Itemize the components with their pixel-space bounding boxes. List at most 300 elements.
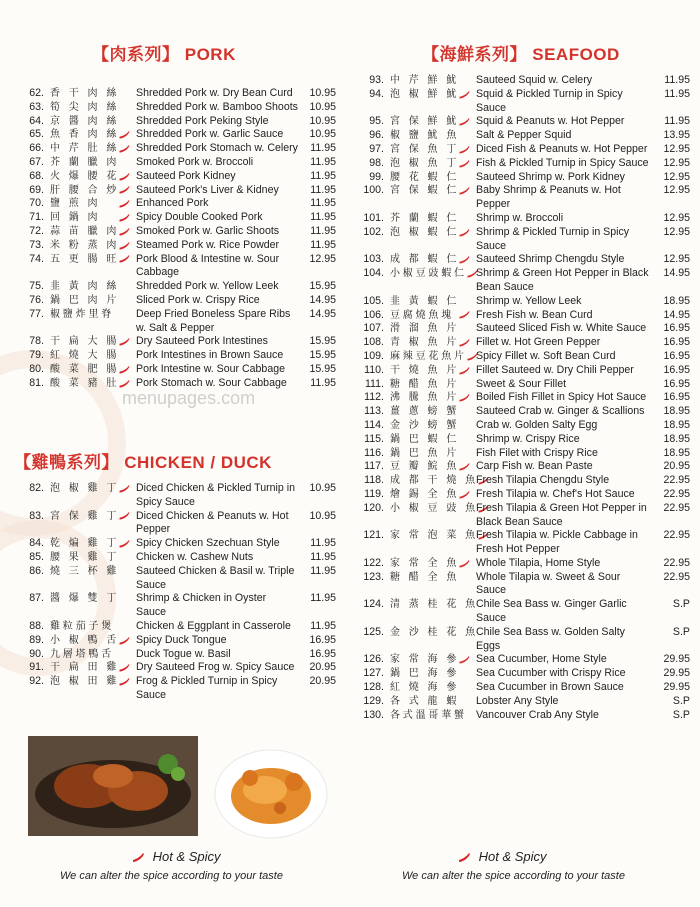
menu-item [14,482,336,510]
item-chinese-text: 韭 黃 肉 絲 [50,281,120,293]
item-english-name: Fresh Tilapia Chengdu Style [476,474,610,487]
item-number: 88. [29,619,44,632]
menu-item [354,336,690,350]
item-english-name: Spicy Double Cooked Pork [136,211,263,224]
item-english-name: Enhanced Pork [136,197,209,210]
item-chinese-name [50,592,130,606]
item-number: 127. [363,667,384,680]
item-chinese-name [390,447,470,461]
item-english-name: Fish Filet with Crispy Rice [476,446,598,459]
item-chinese-text: 肝 腰 合 炒 [50,184,120,196]
menu-item [354,419,690,433]
menu-item [354,598,690,626]
food-photo-crab [210,738,332,843]
item-chinese-text: 家 常 海 參 [390,654,460,666]
chili-pepper-icon [459,339,470,347]
item-number: 109. [363,349,384,362]
heading-english: CHICKEN / DUCK [124,453,272,472]
item-price: 11.95 [310,197,336,210]
item-price: 16.95 [663,336,690,349]
item-chinese-name [390,143,470,157]
menu-item [354,488,690,502]
item-number: 104. [363,267,384,280]
item-english-name: Sauteed Pork's Liver & Kidney [136,183,279,196]
item-number: 75. [29,280,44,293]
item-number: 79. [29,349,44,362]
item-english-name: Shredded Pork Stomach w. Celery [136,142,298,155]
item-price: 20.95 [309,675,336,688]
item-number: 96. [369,129,384,142]
item-number: 91. [29,661,44,674]
item-number: 103. [363,253,384,266]
menu-item [354,626,690,654]
menu-item [354,267,690,295]
chili-pepper-icon [459,91,470,99]
item-english-name: Shrimp & Chicken in Oyster Sauce [136,592,267,619]
item-chinese-name [50,349,130,363]
item-number: 99. [369,170,384,183]
menu-item [354,322,690,336]
menu-item [354,653,690,667]
item-price: 22.95 [663,487,690,500]
item-english-name: Spicy Chicken Szechuan Style [136,537,280,550]
item-number: 78. [29,335,44,348]
item-english-name: Fillet w. Hot Green Pepper [476,336,601,349]
menu-item [14,308,336,336]
item-english-name: Sauteed Sliced Fish w. White Sauce [476,322,647,335]
item-chinese-name [50,280,130,294]
item-chinese-text: 各 式 龍 蝦 [390,695,460,707]
item-chinese-text: 鹽 煎 肉 [50,198,101,210]
item-price: 11.95 [310,592,336,605]
item-chinese-text: 小 椒 豆 豉 魚 [390,502,478,514]
item-number: 65. [29,128,44,141]
item-price: 20.95 [663,460,690,473]
item-number: 67. [29,155,44,168]
menu-item [354,309,690,323]
chili-pepper-icon [119,637,130,645]
menu-item [354,226,690,254]
item-english-name: Shredded Pork w. Garlic Sauce [136,128,284,141]
item-english-name: Pork Intestine w. Sour Cabbage [136,362,285,375]
item-chinese-text: 糖 醋 全 魚 [390,571,460,583]
item-number: 112. [364,391,384,404]
menu-item [14,620,336,634]
item-price: 15.95 [309,335,336,348]
heading-english: PORK [184,45,236,64]
item-number: 89. [29,633,44,646]
item-number: 118. [364,474,384,487]
item-chinese-name [390,557,470,571]
item-chinese-name [50,101,130,115]
menu-item [14,115,336,129]
item-chinese-text: 成 都 蝦 仁 [390,254,460,266]
item-price: 11.95 [310,224,336,237]
item-price: 16.95 [663,349,690,362]
item-price: 16.95 [663,377,690,390]
chili-pepper-icon [119,200,130,208]
item-english-name: Dry Sauteed Pork Intestines [136,335,268,348]
item-chinese-text: 干 燒 魚 片 [390,364,460,376]
item-chinese-name [390,598,478,612]
item-chinese-name [390,350,470,364]
item-english-name: Shrimp w. Broccoli [476,211,564,224]
item-number: 81. [29,376,44,389]
item-english-name: Vancouver Crab Any Style [476,708,599,721]
item-price: 29.95 [663,667,690,680]
item-english-name: Shrimp & Green Hot Pepper in Black Bean Sauce [476,267,649,293]
item-number: 129. [363,694,384,707]
item-chinese-name [50,308,130,322]
item-english-name: Sauteed Shrimp Chengdu Style [476,253,625,266]
item-chinese-name [390,171,470,185]
item-price: 12.95 [663,211,690,224]
item-chinese-name [390,184,470,198]
item-price: 11.95 [664,87,690,100]
item-chinese-text: 鍋 巴 海 參 [390,668,460,680]
item-chinese-name [390,212,470,226]
item-chinese-name [390,391,470,405]
item-chinese-text: 鍋 巴 肉 片 [50,294,120,306]
menu-item [354,405,690,419]
item-price: 10.95 [309,100,336,113]
item-price: 14.95 [309,293,336,306]
item-price: 10.95 [309,509,336,522]
item-english-name: Diced Fish & Peanuts w. Hot Pepper [476,142,648,155]
menu-item [354,212,690,226]
item-chinese-name [50,225,130,239]
item-number: 95. [369,115,384,128]
menu-item [354,171,690,185]
chili-pepper-icon [119,678,130,686]
item-english-name: Dry Sauteed Frog w. Spicy Sauce [136,661,295,674]
item-chinese-text: 酸 菜 豬 肚 [50,377,120,389]
item-price: 11.95 [310,550,336,563]
item-price: 11.95 [310,238,336,251]
item-chinese-text: 魚 香 肉 絲 [50,129,120,141]
item-number: 122. [363,556,384,569]
item-number: 80. [29,362,44,375]
item-chinese-name [50,87,130,101]
item-number: 113. [364,405,384,418]
item-chinese-name [50,335,130,349]
item-english-name: Chile Sea Bass w. Ginger Garlic Sauce [476,598,627,625]
chili-pepper-icon [459,367,470,375]
menu-item [14,661,336,675]
section-heading-chicken-duck [14,448,272,473]
item-chinese-text: 九層塔鴨舌 [50,648,114,660]
legend-label: Hot & Spicy [152,849,221,864]
menu-item [354,667,690,681]
menu-item [354,571,690,599]
menu-item [14,349,336,363]
section-heading-seafood [422,40,620,65]
item-price: 11.95 [310,211,336,224]
item-chinese-text: 腰 果 雞 丁 [50,551,120,563]
chili-pepper-icon [119,131,130,139]
menu-item [14,142,336,156]
menu-item [354,447,690,461]
item-price: 18.95 [663,405,690,418]
chili-pepper-icon [459,311,470,319]
item-english-name: Sea Cucumber, Home Style [476,653,607,666]
menu-item [354,143,690,157]
menu-item [354,391,690,405]
item-number: 85. [29,550,44,563]
item-chinese-name [50,211,130,225]
item-price: 11.95 [310,537,336,550]
menu-item [14,510,336,538]
item-english-name: Fresh Tilapia w. Pickle Cabbage in Fresh Hot Pepper [476,529,638,556]
item-english-name: Frog & Pickled Turnip in Spicy Sauce [136,675,278,701]
item-english-name: Fresh Fish w. Bean Curd [476,308,593,321]
item-english-name: Squid & Peanuts w. Hot Pepper [476,115,625,128]
item-english-name: Duck Togue w. Basil [136,647,231,660]
heading-chinese: 【海鮮系列】 [422,45,527,65]
item-chinese-text: 沸 騰 魚 片 [390,392,460,404]
item-price: S.P [672,708,690,721]
item-chinese-name [50,537,130,551]
item-number: 68. [29,169,44,182]
item-chinese-name [50,675,130,689]
item-chinese-name [50,253,130,267]
item-number: 126. [363,653,384,666]
item-price: 13.95 [663,129,690,142]
item-number: 86. [29,564,44,577]
item-number: 121. [363,529,384,542]
item-chinese-name [390,267,470,281]
item-chinese-text: 滑 溜 魚 片 [390,323,460,335]
watermark: menupages.com [122,388,256,408]
item-chinese-name [390,667,470,681]
item-price: 14.95 [663,267,690,280]
item-number: 97. [369,142,384,155]
item-chinese-name [390,336,470,350]
pork-menu-list [14,87,336,391]
item-english-name: Chicken & Eggplant in Casserole [136,619,291,632]
item-english-name: Shrimp & Pickled Turnip in Spicy Sauce [476,225,630,252]
item-price: 29.95 [663,653,690,666]
item-number: 128. [363,681,384,694]
item-english-name: Pork Intestines in Brown Sauce [136,349,284,362]
item-english-name: Chicken w. Cashew Nuts [136,550,254,563]
item-english-name: Deep Fried Boneless Spare Ribs w. Salt & Pepper [136,307,291,334]
item-chinese-name [390,74,470,88]
item-chinese-name [390,129,470,143]
chili-pepper-icon [459,394,470,402]
item-price: 16.95 [309,633,336,646]
item-price: 11.95 [310,183,336,196]
item-english-name: Boiled Fish Fillet in Spicy Hot Sauce [476,391,647,404]
item-chinese-text: 筍 尖 肉 絲 [50,101,120,113]
item-number: 69. [29,183,44,196]
item-chinese-text: 泡 椒 魚 丁 [390,157,460,169]
item-chinese-text: 米 粉 蒸 肉 [50,239,120,251]
menu-item [354,184,690,212]
item-price: 11.95 [310,564,336,577]
item-english-name: Sauteed Chicken & Basil w. Triple Sauce [136,564,295,591]
chili-pepper-icon [119,255,130,263]
item-price: S.P [672,625,690,638]
item-price: 16.95 [309,647,336,660]
chili-pepper-icon [119,186,130,194]
chili-pepper-icon [119,512,130,520]
item-number: 117. [364,460,384,473]
item-price: 10.95 [309,87,336,99]
item-price: 12.95 [309,252,336,265]
item-chinese-name [50,184,130,198]
menu-item [14,225,336,239]
food-photo-duck [28,736,198,836]
item-number: 73. [29,238,44,251]
item-chinese-name [50,661,130,675]
item-number: 123. [363,570,384,583]
item-chinese-text: 各式溫哥華蟹 [390,709,467,721]
item-chinese-text: 五 更 腸 旺 [50,253,120,265]
spice-note: We can alter the spice according to your taste [60,870,283,882]
chili-pepper-icon [119,228,130,236]
item-chinese-name [50,156,130,170]
item-price: S.P [672,694,690,707]
item-chinese-text: 泡 椒 蝦 仁 [390,226,460,238]
item-number: 130. [363,708,384,721]
item-english-name: Chile Sea Bass w. Golden Salty Eggs [476,625,625,652]
item-chinese-text: 中 芹 鮮 魷 [390,75,460,86]
menu-item [14,128,336,142]
item-number: 115. [364,432,384,445]
item-english-name: Squid & Pickled Turnip in Spicy Sauce [476,87,623,114]
item-chinese-name [50,239,130,253]
item-price: 15.95 [309,349,336,362]
chili-pepper-icon [119,485,130,493]
item-chinese-name [390,253,470,267]
item-number: 76. [29,293,44,306]
item-chinese-name [50,377,130,391]
item-chinese-text: 宮 保 蝦 仁 [390,185,460,197]
heading-chinese: 【雞鴨系列】 [14,453,119,473]
item-number: 116. [364,446,384,459]
item-number: 94. [369,87,384,100]
item-price: 12.95 [663,170,690,183]
item-price: 16.95 [663,322,690,335]
item-english-name: Sauteed Squid w. Celery [476,74,593,86]
item-english-name: Spicy Duck Tongue [136,633,227,646]
item-number: 90. [29,647,44,660]
item-english-name: Shrimp w. Crispy Rice [476,432,580,445]
item-chinese-text: 火 爆 腰 花 [50,170,120,182]
item-number: 100. [363,184,384,197]
item-english-name: Fresh Tilapia w. Chef's Hot Sauce [476,487,635,500]
item-number: 106. [363,308,384,321]
item-price: 12.95 [663,156,690,169]
item-chinese-name [390,88,470,102]
menu-item [14,211,336,225]
chili-pepper-icon [119,380,130,388]
item-number: 108. [363,336,384,349]
item-number: 83. [29,509,44,522]
item-english-name: Sweet & Sour Fillet [476,377,567,390]
item-english-name: Whole Tilapia, Home Style [476,556,601,569]
chili-pepper-icon [459,656,470,664]
item-number: 62. [29,87,44,99]
chili-pepper-icon [119,664,130,672]
item-price: 14.95 [309,307,336,320]
menu-item [354,129,690,143]
item-chinese-name [50,648,130,662]
item-chinese-text: 椒鹽炸里脊 [50,308,114,320]
item-price: 11.95 [310,155,336,168]
item-price: 15.95 [309,280,336,293]
item-number: 77. [29,307,44,320]
item-chinese-text: 泡 椒 鮮 魷 [390,88,460,100]
item-price: 15.95 [309,362,336,375]
item-chinese-name [50,363,130,377]
item-number: 101. [363,211,384,224]
item-chinese-text: 泡 椒 田 雞 [50,676,120,688]
menu-item [354,474,690,488]
menu-item [14,239,336,253]
item-chinese-name [390,157,470,171]
menu-item [354,709,690,723]
item-english-name: Baby Shrimp & Peanuts w. Hot Pepper [476,184,621,211]
hot-spicy-legend [458,849,547,864]
menu-item [14,184,336,198]
item-english-name: Lobster Any Style [476,694,559,707]
menu-item [14,634,336,648]
item-english-name: Diced Chicken & Pickled Turnip in Spicy Sauce [136,482,295,508]
item-chinese-name [50,565,130,579]
item-english-name: Shrimp w. Yellow Leek [476,294,582,307]
item-chinese-text: 糖 醋 魚 片 [390,378,460,390]
item-chinese-text: 家 常 全 魚 [390,557,460,569]
item-number: 92. [29,675,44,688]
chili-pepper-icon [119,214,130,222]
item-english-name: Sauteed Shrimp w. Pork Kidney [476,170,625,183]
item-number: 120. [363,501,384,514]
menu-item [354,364,690,378]
item-chinese-text: 蒜 苗 臘 肉 [50,225,120,237]
item-price: 18.95 [663,432,690,445]
item-number: 93. [369,74,384,86]
item-chinese-text: 泡 椒 雞 丁 [50,483,120,494]
item-chinese-text: 金 沙 桂 花 魚 [390,626,478,638]
menu-item [354,74,690,88]
item-number: 114. [364,418,384,431]
item-chinese-text: 麻辣豆花魚片 [390,350,467,362]
item-english-name: Sea Cucumber in Brown Sauce [476,681,624,694]
item-chinese-name [390,571,470,585]
item-chinese-text: 香 干 肉 絲 [50,88,120,99]
item-chinese-name [390,460,470,474]
item-chinese-name [390,474,478,488]
item-price: 20.95 [309,661,336,674]
item-chinese-name [50,115,130,129]
menu-item [14,280,336,294]
item-english-name: Crab w. Golden Salty Egg [476,418,598,431]
menu-item [354,695,690,709]
item-chinese-name [390,378,470,392]
item-chinese-text: 鍋 巴 魚 片 [390,447,460,459]
item-chinese-text: 金 沙 螃 蟹 [390,419,460,431]
heading-chinese: 【肉系列】 [92,45,180,65]
item-chinese-name [390,295,470,309]
item-number: 66. [29,142,44,155]
section-heading-pork [92,40,236,65]
item-english-name: Shredded Pork w. Yellow Leek [136,280,279,293]
item-price: 16.95 [663,363,690,376]
item-number: 70. [29,197,44,210]
item-price: 18.95 [663,294,690,307]
